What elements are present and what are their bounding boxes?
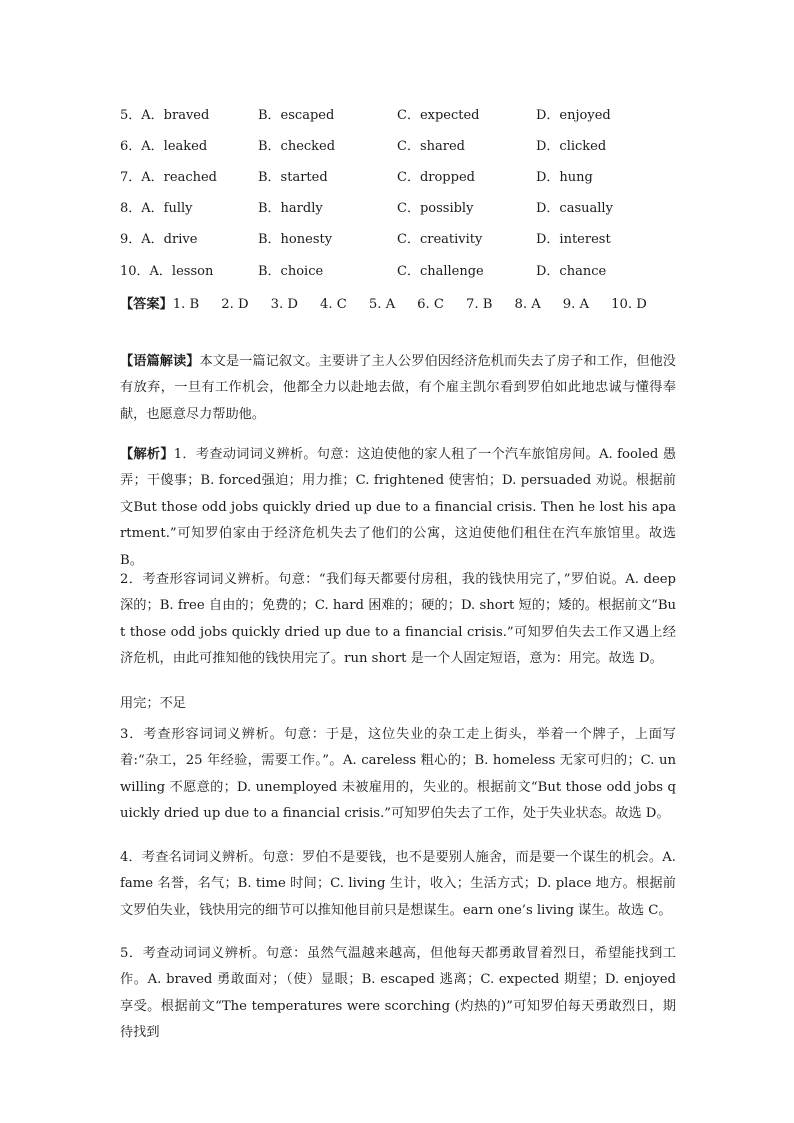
analysis-paragraph-1 bbox=[120, 442, 676, 574]
analysis-text: 1．考查动词词义辨析。句意：这迫使他的家人租了一个汽车旅馆房间。A. fooled 愚弄；干傻事；B. forced强迫；用力推；C. frightened 使害怕；D. persuaded 劝说。根据前文But those odd jobs quickly dried up due to a financial crisis. Then he lost his apartment.”可知罗伯家由于经济危机失去了他们的公寓，这迫使他们租住在汽车旅馆里。故选 B。 bbox=[120, 447, 677, 568]
option-row-10 bbox=[120, 260, 680, 280]
answer-item: 9. A bbox=[562, 297, 590, 312]
option-c: C．challenge bbox=[397, 264, 484, 279]
answer-item: 8. A bbox=[514, 297, 541, 312]
option-b: B．checked bbox=[258, 139, 336, 154]
analysis-label: 【解析】 bbox=[120, 447, 174, 462]
option-a: 10．A．lesson bbox=[120, 264, 214, 279]
option-c: C．dropped bbox=[397, 170, 475, 185]
answer-item: 10. D bbox=[611, 297, 647, 312]
analysis-paragraph-2 bbox=[120, 567, 676, 673]
answer-item: 5. A bbox=[368, 297, 396, 312]
option-d: D．enjoyed bbox=[536, 108, 611, 123]
option-row-9 bbox=[120, 228, 680, 248]
answer-item: 4. C bbox=[319, 297, 347, 312]
option-c: C．shared bbox=[397, 139, 465, 154]
option-row-8 bbox=[120, 197, 680, 217]
option-b: B．started bbox=[258, 170, 328, 185]
option-a: 7．A．reached bbox=[120, 170, 217, 185]
option-d: D．hung bbox=[536, 170, 593, 185]
answer-label: 【答案】 bbox=[120, 297, 173, 312]
option-a: 5．A．braved bbox=[120, 108, 210, 123]
analysis-text: 用完；不足 bbox=[120, 696, 186, 711]
analysis-paragraph-4 bbox=[120, 845, 676, 924]
option-b: B．escaped bbox=[258, 108, 335, 123]
option-c: C．expected bbox=[397, 108, 480, 123]
analysis-text: 5．考查动词词义辨析。句意：虽然气温越来越高，但他每天都勇敢冒着烈日，希望能找到工作。A. braved 勇敢面对；（使）显眼；B. escaped 逃离；C. expected 期望；D. enjoyed 享受。根据前文“The temperatures were scorching (灼热的)”可知罗伯每天勇敢烈日，期待找到 bbox=[120, 946, 676, 1041]
option-b: B．honesty bbox=[258, 232, 333, 247]
answer-item: 6. C bbox=[417, 297, 444, 312]
option-c: C．possibly bbox=[397, 201, 474, 216]
option-a: 9．A．drive bbox=[120, 232, 198, 247]
option-d: D．clicked bbox=[536, 139, 607, 154]
option-d: D．casually bbox=[536, 201, 613, 216]
option-d: D．interest bbox=[536, 232, 611, 247]
option-b: B．hardly bbox=[258, 201, 323, 216]
answer-item: 2. D bbox=[221, 297, 249, 312]
option-d: D．chance bbox=[536, 264, 607, 279]
analysis-paragraph-3 bbox=[120, 722, 676, 828]
option-c: C．creativity bbox=[397, 232, 483, 247]
analysis-text: 3．考查形容词词义辨析。句意：于是，这位失业的杂工走上街头，举着一个牌子，上面写着:“杂工，25 年经验，需要工作。”。A. careless 粗心的；B. homeless 无家可归的；C. unwilling 不愿意的；D. unemployed 未被雇用的，失业的。根据前文“But those odd jobs quickly dried up due to a financial crisis.”可知罗伯失去了工作，处于失业状态。故选 D。 bbox=[120, 727, 676, 822]
answer-list bbox=[173, 297, 669, 312]
option-row-6 bbox=[120, 135, 680, 155]
summary-paragraph bbox=[120, 349, 676, 428]
answer-section bbox=[120, 289, 680, 320]
summary-text: 本文是一篇记叙文。主要讲了主人公罗伯因经济危机而失去了房子和工作，但他没有放弃，一旦有工作机会，他都全力以赴地去做，有个雇主凯尔看到罗伯如此地忠诚与懂得奉献，也愿意尽力帮助他。 bbox=[120, 354, 676, 422]
analysis-note bbox=[120, 691, 676, 717]
analysis-text: 4．考查名词词义辨析。句意：罗伯不是要钱，也不是要别人施舍，而是要一个谋生的机会。A. fame 名誉，名气；B. time 时间；C. living 生计，收入；生活方式；D. place 地方。根据前文罗伯失业，钱快用完的细节可以推知他目前只是想谋生。earn one’s living 谋生。故选 C。 bbox=[120, 850, 676, 918]
option-row-5 bbox=[120, 104, 680, 124]
option-row-7 bbox=[120, 166, 680, 186]
option-b: B．choice bbox=[258, 264, 324, 279]
option-a: 8．A．fully bbox=[120, 201, 193, 216]
answer-item: 7. B bbox=[466, 297, 493, 312]
answer-item: 3. D bbox=[270, 297, 298, 312]
analysis-text: 2．考查形容词词义辨析。句意：“我们每天都要付房租，我的钱快用完了，”罗伯说。A. deep 深的；B. free 自由的；免费的；C. hard 困难的；硬的；D. short 短的；矮的。根据前文“But those odd jobs quickly dried up due to a financial crisis.”可知罗伯失去工作又遇上经济危机，由此可推知他的钱快用完了。run short 是一个人固定短语，意为：用完。故选 D。 bbox=[120, 572, 676, 667]
answer-item: 1. B bbox=[172, 297, 200, 312]
summary-label: 【语篇解读】 bbox=[120, 354, 200, 369]
analysis-paragraph-5 bbox=[120, 941, 676, 1047]
option-a: 6．A．leaked bbox=[120, 139, 208, 154]
